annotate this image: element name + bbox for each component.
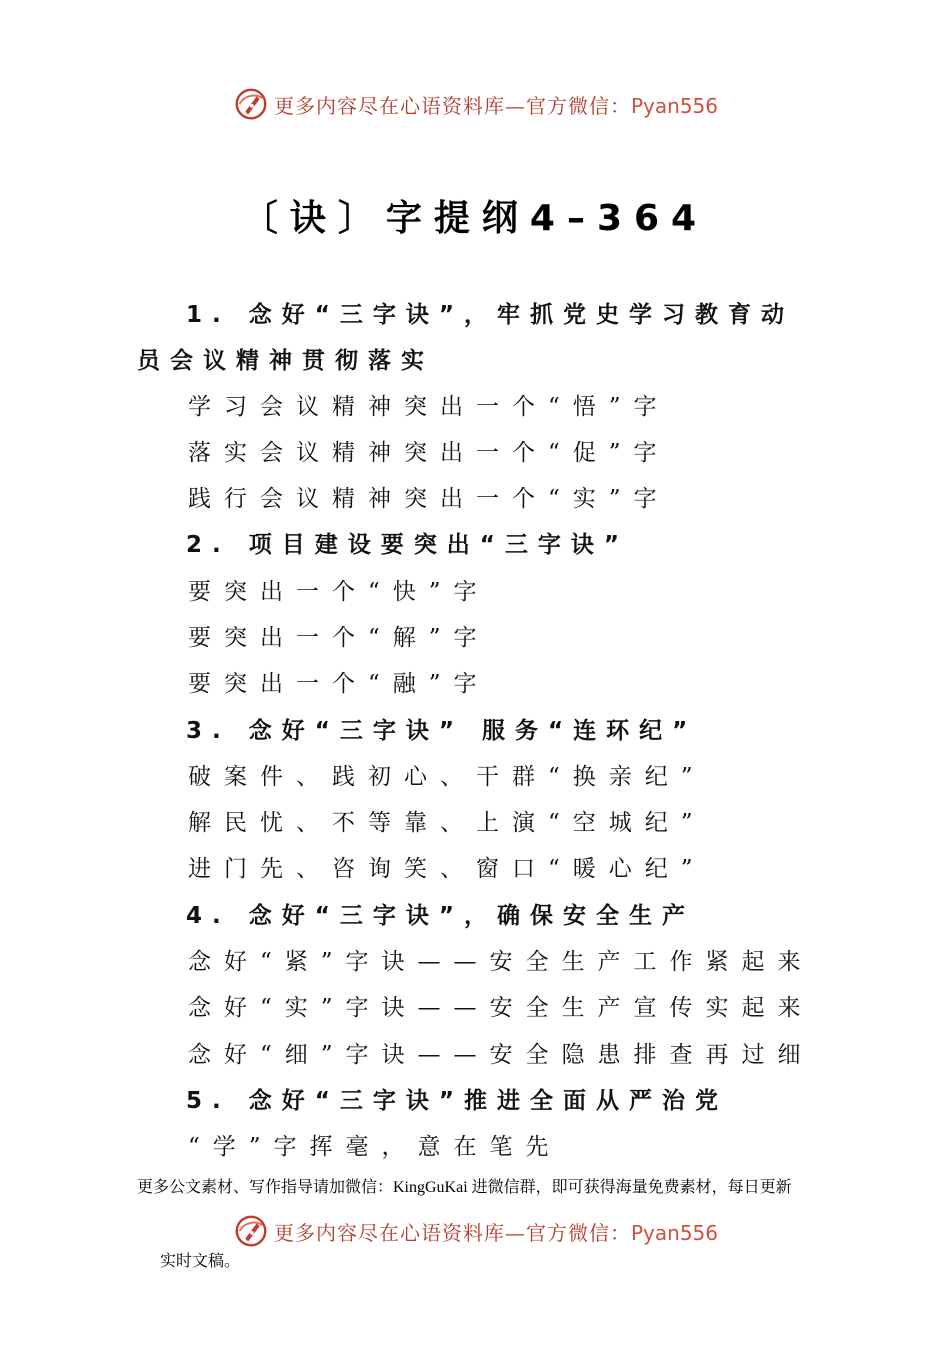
section-5-item-1: “学”字挥毫，意在笔先 <box>188 1134 562 1160</box>
banner-text: 更多内容尽在心语资料库—官方微信：Pyan556 <box>273 1220 718 1245</box>
section-1-item-3: 践行会议精神突出一个“实”字 <box>188 486 670 512</box>
section-5-heading: 5. 念好“三字诀”推进全面从严治党 <box>186 1088 728 1114</box>
section-3-item-1: 破案件、践初心、干群“换亲纪” <box>188 764 706 790</box>
banner-text: 更多内容尽在心语资料库—官方微信：Pyan556 <box>273 93 718 118</box>
section-2-item-1: 要突出一个“快”字 <box>188 579 490 605</box>
section-4-item-1: 念好“紧”字诀——安全生产工作紧起来 <box>188 949 814 975</box>
section-4-item-2: 念好“实”字诀——安全生产宣传实起来 <box>188 995 814 1021</box>
section-1-heading-cont: 员会议精神贯彻落实 <box>137 348 434 374</box>
section-3-item-3: 进门先、咨询笑、窗口“暖心纪” <box>188 856 706 882</box>
section-2-item-2: 要突出一个“解”字 <box>188 625 490 651</box>
section-4-item-3: 念好“细”字诀——安全隐患排查再过细 <box>188 1042 814 1068</box>
section-4-heading: 4. 念好“三字诀”，确保安全生产 <box>186 903 695 929</box>
pen-nib-logo-icon <box>232 85 270 123</box>
section-1-heading: 1. 念好“三字诀”，牢抓党史学习教育动 <box>186 302 794 328</box>
section-1-item-1: 学习会议精神突出一个“悟”字 <box>188 394 670 420</box>
header-banner <box>0 84 950 124</box>
page-title: 〔诀〕字提纲4–364 <box>241 198 709 239</box>
section-2-item-3: 要突出一个“融”字 <box>188 671 490 697</box>
footer-banner <box>0 1211 950 1251</box>
section-2-heading: 2. 项目建设要突出“三字诀” <box>186 532 629 558</box>
footer-note-cont: 实时文稿。 <box>160 1253 241 1270</box>
section-3-item-2: 解民忧、不等靠、上演“空城纪” <box>188 810 706 836</box>
footer-note: 更多公文素材、写作指导请加微信：KingGuKai 进微信群，即可获得海量免费素材，每日更新 <box>137 1179 792 1196</box>
section-1-item-2: 落实会议精神突出一个“促”字 <box>188 440 670 466</box>
section-3-heading: 3. 念好“三字诀” 服务“连环纪” <box>186 718 698 744</box>
pen-nib-logo-icon <box>232 1212 270 1250</box>
